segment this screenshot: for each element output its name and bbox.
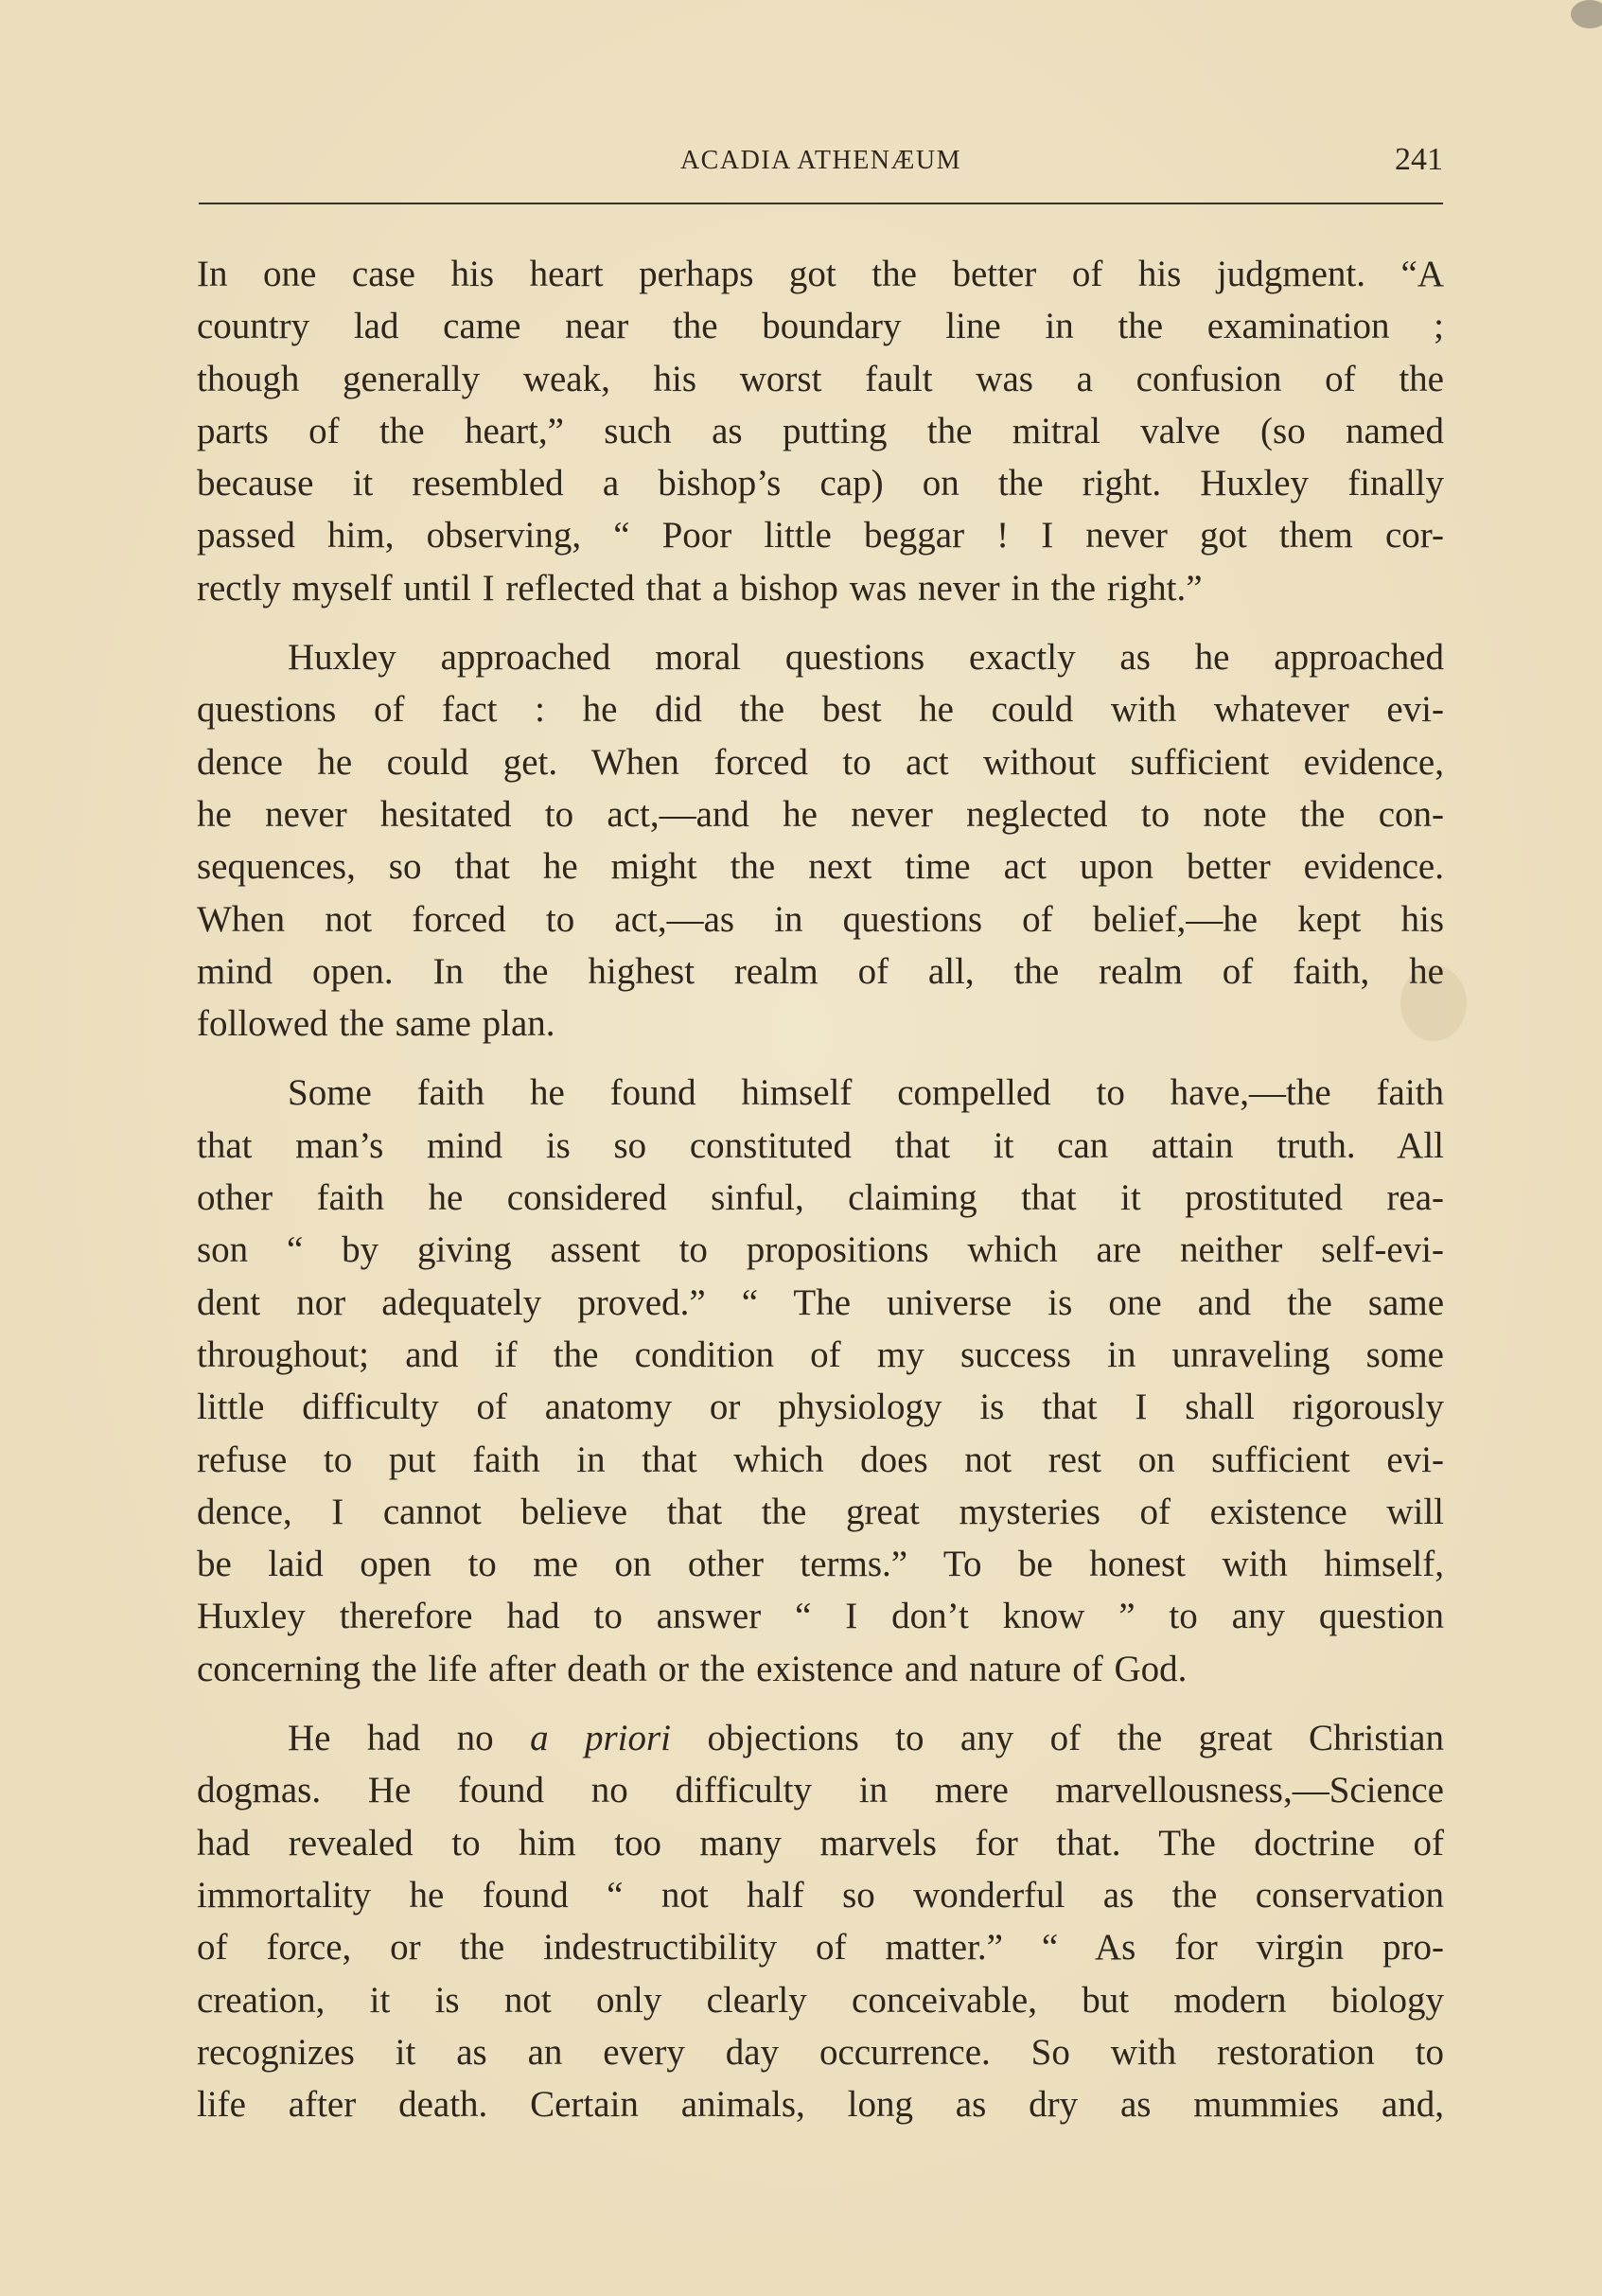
page-number: 241 (1395, 142, 1443, 177)
paragraph-1 (197, 248, 1444, 614)
text-line: throughout; and if the condition of my success in unraveling some (197, 1333, 1444, 1375)
text-fragment: He had no (288, 1718, 531, 1759)
body-text (197, 248, 1444, 2130)
italic-phrase: a priori (530, 1718, 672, 1759)
text-line: dent nor adequately proved.” “ The universe is one and the same (197, 1281, 1444, 1323)
text-line: little difficulty of anatomy or physiology is that I shall rigorously (197, 1386, 1444, 1428)
text-fragment: objections to any of the great Christian (671, 1718, 1444, 1759)
text-line: followed the same plan. (197, 1003, 555, 1045)
text-line: though generally weak, his worst fault was a confusion of the (197, 358, 1444, 399)
text-line: because it resembled a bishop’s cap) on the right. Huxley finally (197, 463, 1444, 504)
text-line: had revealed to him too many marvels for that. The doctrine of (197, 1822, 1444, 1863)
header-rule (199, 203, 1443, 204)
text-line: rectly myself until I reflected that a bishop was never in the right.” (197, 567, 1203, 609)
text-line: concerning the life after death or the existence and nature of God. (197, 1648, 1188, 1689)
text-line: In one case his heart perhaps got the better of his judgment. “A (197, 254, 1444, 294)
text-line: refuse to put faith in that which does not rest on sufficient evi- (197, 1439, 1444, 1480)
text-line: mind open. In the highest realm of all, the realm of faith, he (197, 950, 1444, 992)
text-line: passed him, observing, “ Poor little beggar ! I never got them cor- (197, 515, 1444, 556)
text-line: of force, or the indestructibility of matter.” “ As for virgin pro- (197, 1927, 1444, 1969)
text-line: dence, I cannot believe that the great mysteries of existence will (197, 1491, 1444, 1532)
text-line: that man’s mind is so constituted that it can attain truth. All (197, 1124, 1444, 1166)
text-line: dogmas. He found no difficulty in mere marvellousness,—Science (197, 1770, 1444, 1811)
running-title: ACADIA ATHENÆUM (679, 146, 962, 175)
text-line: country lad came near the boundary line in the examination ; (197, 306, 1444, 347)
paragraph-4 (197, 1712, 1444, 2130)
text-line: immortality he found “ not half so wonderful as the conservation (197, 1874, 1444, 1916)
paragraph-3 (197, 1067, 1444, 1695)
text-line (197, 1712, 1444, 1764)
text-line: he never hesitated to act,—and he never neglected to note the con- (197, 793, 1444, 835)
text-line: be laid open to me on other terms.” To be honest with himself, (197, 1544, 1444, 1585)
text-line: Huxley therefore had to answer “ I don’t know ” to any question (197, 1596, 1444, 1637)
paper-stain (1571, 0, 1602, 28)
running-head (199, 142, 1443, 184)
text-line: parts of the heart,” such as putting the mitral valve (so named (197, 410, 1444, 451)
text-line: dence he could get. When forced to act without sufficient evidence, (197, 741, 1444, 783)
text-line: Huxley approached moral questions exactly as he approached (288, 637, 1444, 679)
text-line: other faith he considered sinful, claiming that it prostituted rea- (197, 1177, 1444, 1219)
text-line: son “ by giving assent to propositions which are neither self-evi- (197, 1229, 1444, 1271)
text-line: creation, it is not only clearly conceivable, but modern biology (197, 1979, 1444, 2021)
paragraph-2 (197, 631, 1444, 1050)
text-line: life after death. Certain animals, long as dry as mummies and, (197, 2084, 1444, 2126)
text-line: Some faith he found himself compelled to have,—the faith (288, 1072, 1444, 1114)
text-line: recognizes it as an every day occurrence. So with restoration to (197, 2031, 1444, 2073)
text-line: sequences, so that he might the next time act upon better evidence. (197, 846, 1444, 888)
text-line: questions of fact : he did the best he could with whatever evi- (197, 689, 1444, 731)
text-line: When not forced to act,—as in questions of belief,—he kept his (197, 898, 1444, 940)
